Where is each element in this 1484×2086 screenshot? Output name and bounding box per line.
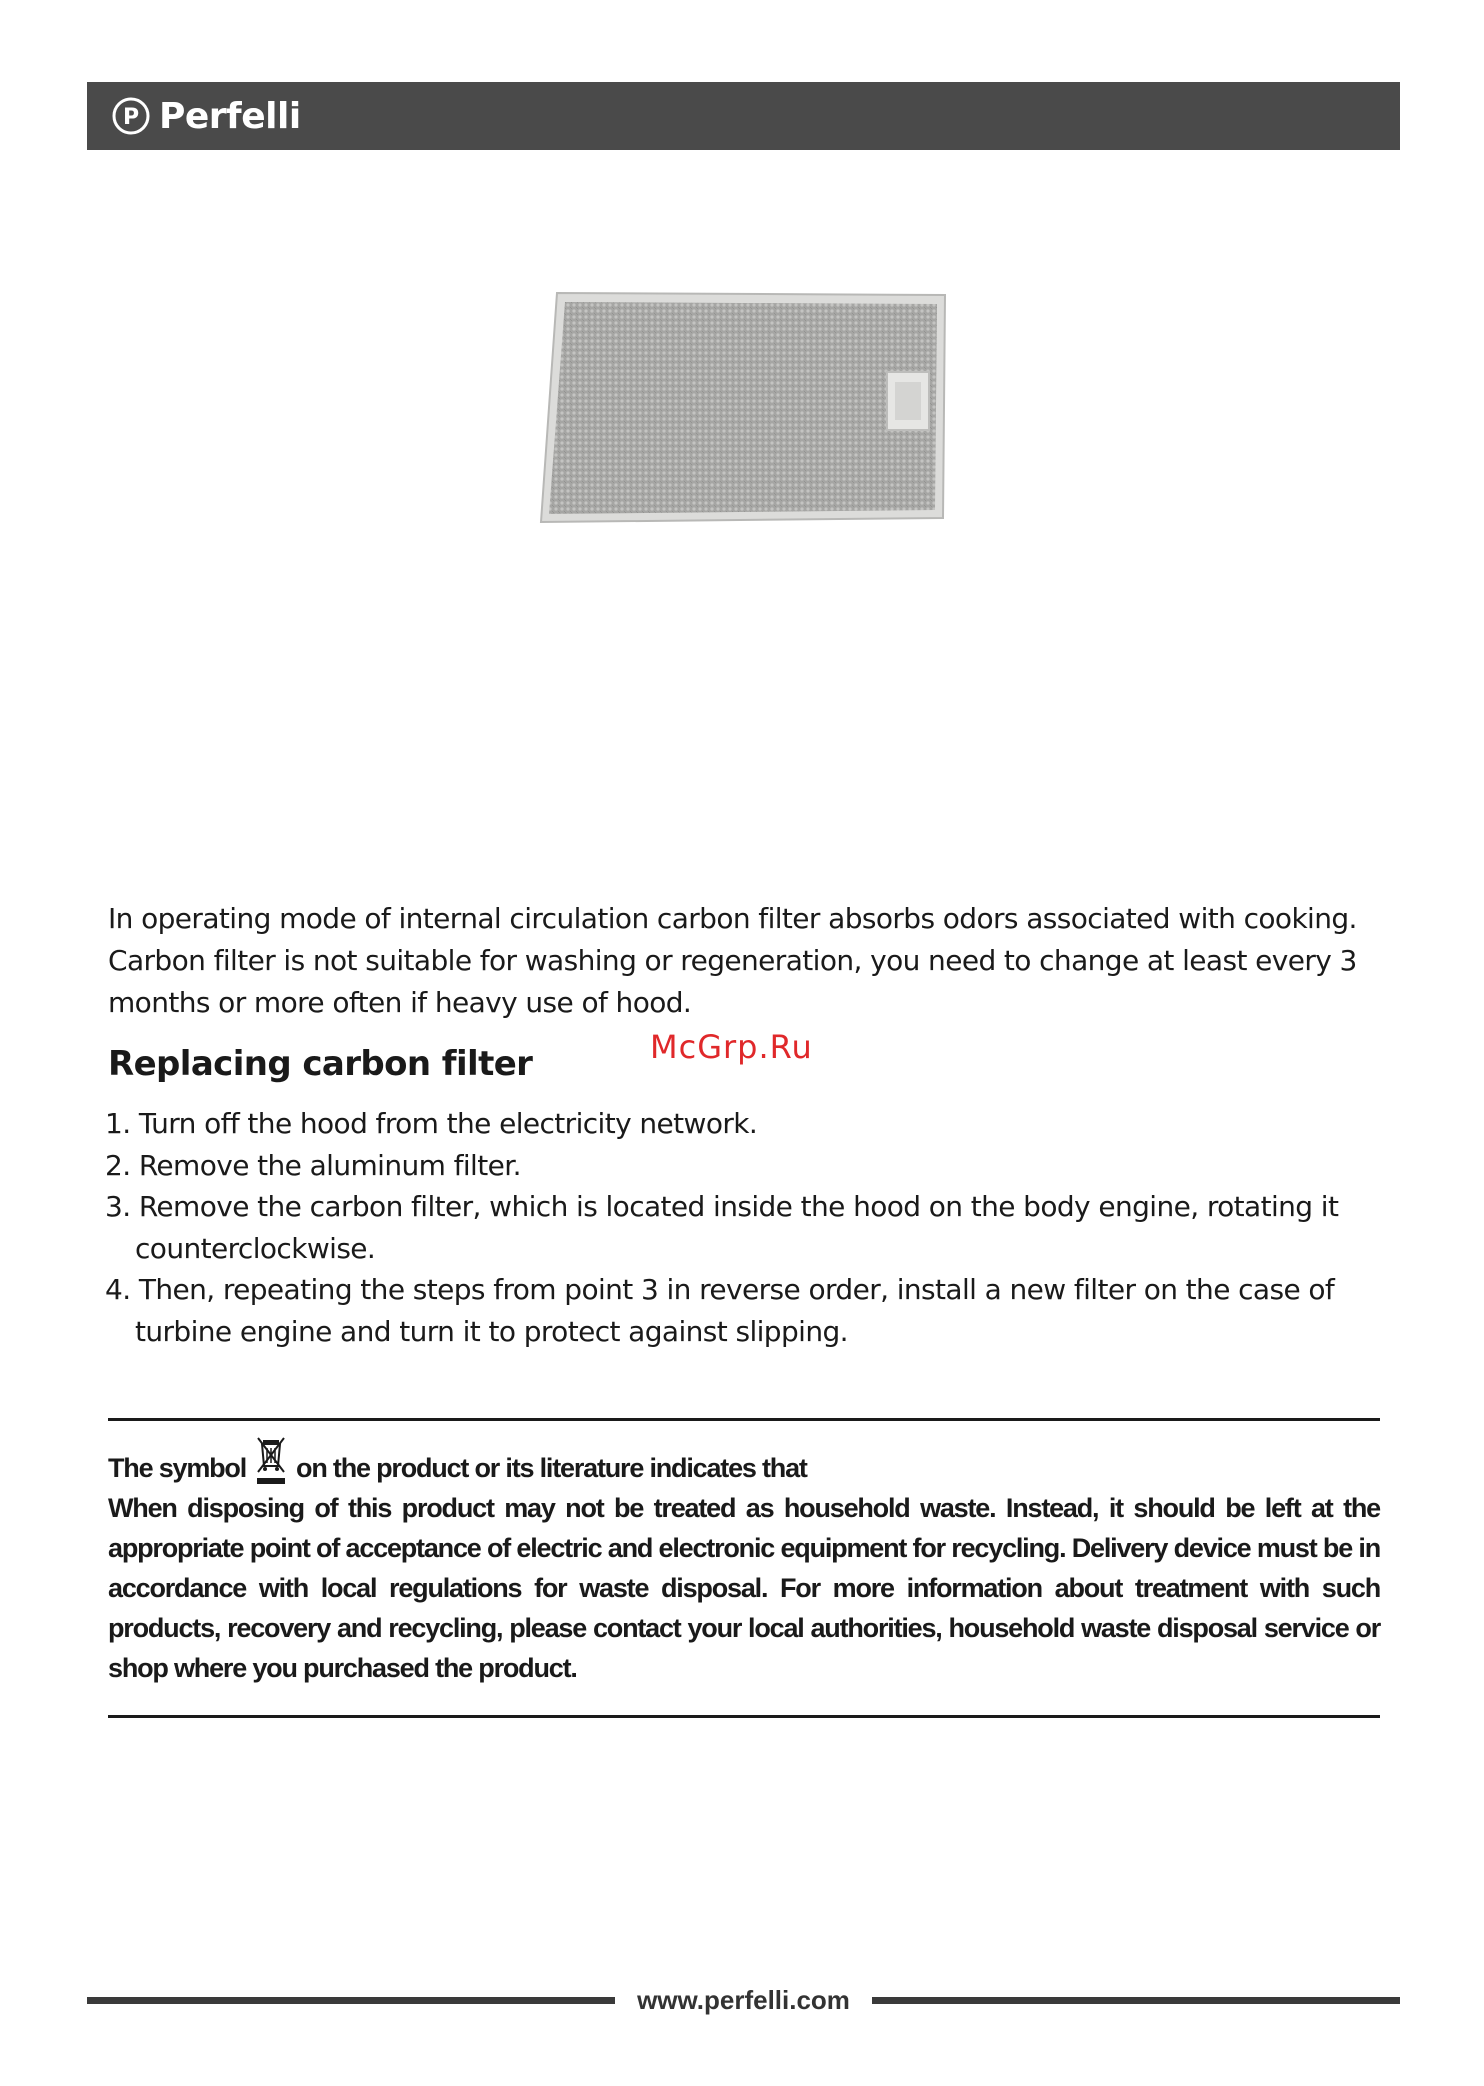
brand xyxy=(111,96,301,137)
disposal-lead-after: on the product or its literature indicates that xyxy=(296,1453,807,1483)
brand-name: Perfelli xyxy=(159,95,301,137)
disposal-lead-before: The symbol xyxy=(108,1453,247,1483)
svg-text:P: P xyxy=(122,105,140,130)
filter-photo xyxy=(535,290,955,525)
footer-line-right xyxy=(872,1997,1400,2004)
steps-list xyxy=(105,1103,1365,1352)
footer-url[interactable]: www.perfelli.com xyxy=(637,1984,850,2015)
step-item: 2. Remove the aluminum filter. xyxy=(105,1148,521,1182)
disposal-body: When disposing of this product may not be treated as household waste. Instead, it should be left at the appropriate point of acceptance of electric and electronic equipment for recycling. Delivery device must be in accordance with local regulations for waste disposal. For more information about treatment with such products, recovery and recycling, please contact your local authorities, household waste disposal service or shop where you purchased the product. xyxy=(108,1493,1380,1683)
divider-bottom xyxy=(108,1715,1380,1718)
disposal-lead xyxy=(108,1434,1380,1488)
perfelli-logo-icon xyxy=(111,96,151,136)
footer-line-left xyxy=(87,1997,615,2004)
section-title: Replacing carbon filter xyxy=(108,1044,533,1084)
footer xyxy=(87,1980,1400,2020)
divider-top xyxy=(108,1418,1380,1421)
header-bar xyxy=(87,82,1400,150)
watermark: McGrp.Ru xyxy=(650,1028,813,1066)
step-item: 4. Then, repeating the steps from point 3 in reverse order, install a new filter on the case of turbine engine and turn it to protect against slipping. xyxy=(105,1273,1335,1348)
step-item: 1. Turn off the hood from the electricity network. xyxy=(105,1107,758,1140)
intro-paragraph: In operating mode of internal circulation carbon filter absorbs odors associated with cooking. Carbon filter is not suitable for washing or regeneration, you need to change at least every 3 months or more often if heavy use of hood. xyxy=(108,902,1357,1019)
crossed-out-bin-icon xyxy=(254,1434,288,1488)
disposal-notice xyxy=(108,1434,1380,1688)
step-item: 3. Remove the carbon filter, which is located inside the hood on the body engine, rotating it counterclockwise. xyxy=(105,1190,1339,1265)
